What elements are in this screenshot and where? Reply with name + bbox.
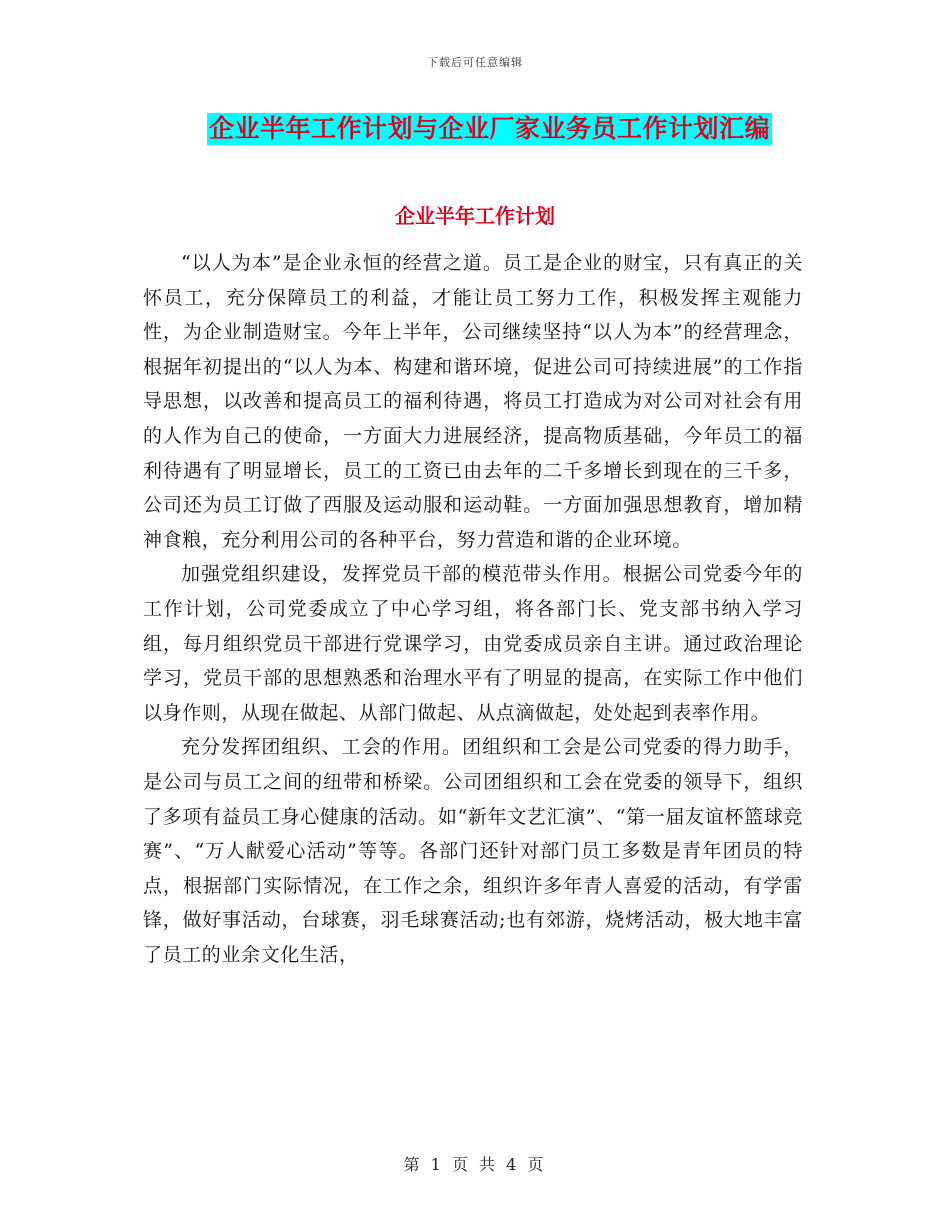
document-body bbox=[143, 246, 803, 972]
paragraph-3: 充分发挥团组织、工会的作用。团组织和工会是公司党委的得力助手，是公司与员工之间的纽带和桥梁。公司团组织和工会在党委的领导下，组织了多项有益员工身心健康的活动。如“新年文艺汇演”、“第一届友谊杯篮球竞赛”、“万人献爱心活动”等等。各部门还针对部门员工多数是青年团员的特点，根据部门实际情况，在工作之余，组织许多年青人喜爱的活动，有学雷锋，做好事活动，台球赛，羽毛球赛活动;也有郊游，烧烤活动，极大地丰富了员工的业余文化生活， bbox=[143, 736, 803, 966]
document-title-wrap bbox=[207, 113, 772, 145]
paragraph-1: “以人为本”是企业永恒的经营之道。员工是企业的财宝，只有真正的关怀员工，充分保障员工的利益，才能让员工努力工作，积极发挥主观能力性，为企业制造财宝。今年上半年，公司继续坚持“以人为本”的经营理念，根据年初提出的“以人为本、构建和谐环境，促进公司可持续进展”的工作指导思想，以改善和提高员工的福利待遇，将员工打造成为对公司对社会有用的人作为自己的使命，一方面大力进展经济，提高物质基础，今年员工的福利待遇有了明显增长，员工的工资已由去年的二千多增长到现在的三千多，公司还为员工订做了西服及运动服和运动鞋。一方面加强思想教育，增加精神食粮，充分利用公司的各种平台，努力营造和谐的企业环境。 bbox=[143, 252, 803, 551]
header-note: 下载后可任意编辑 bbox=[427, 56, 523, 69]
section-title: 企业半年工作计划 bbox=[395, 204, 555, 228]
page-number: 第 1 页 共 4 页 bbox=[403, 1155, 547, 1174]
document-title: 企业半年工作计划与企业厂家业务员工作计划汇编 bbox=[209, 114, 771, 143]
paragraph-2: 加强党组织建设，发挥党员干部的模范带头作用。根据公司党委今年的工作计划，公司党委成立了中心学习组，将各部门长、党支部书纳入学习组，每月组织党员干部进行党课学习，由党委成员亲自主讲。通过政治理论学习，党员干部的思想熟悉和治理水平有了明显的提高，在实际工作中他们以身作则，从现在做起、从部门做起、从点滴做起，处处起到表率作用。 bbox=[143, 563, 803, 724]
